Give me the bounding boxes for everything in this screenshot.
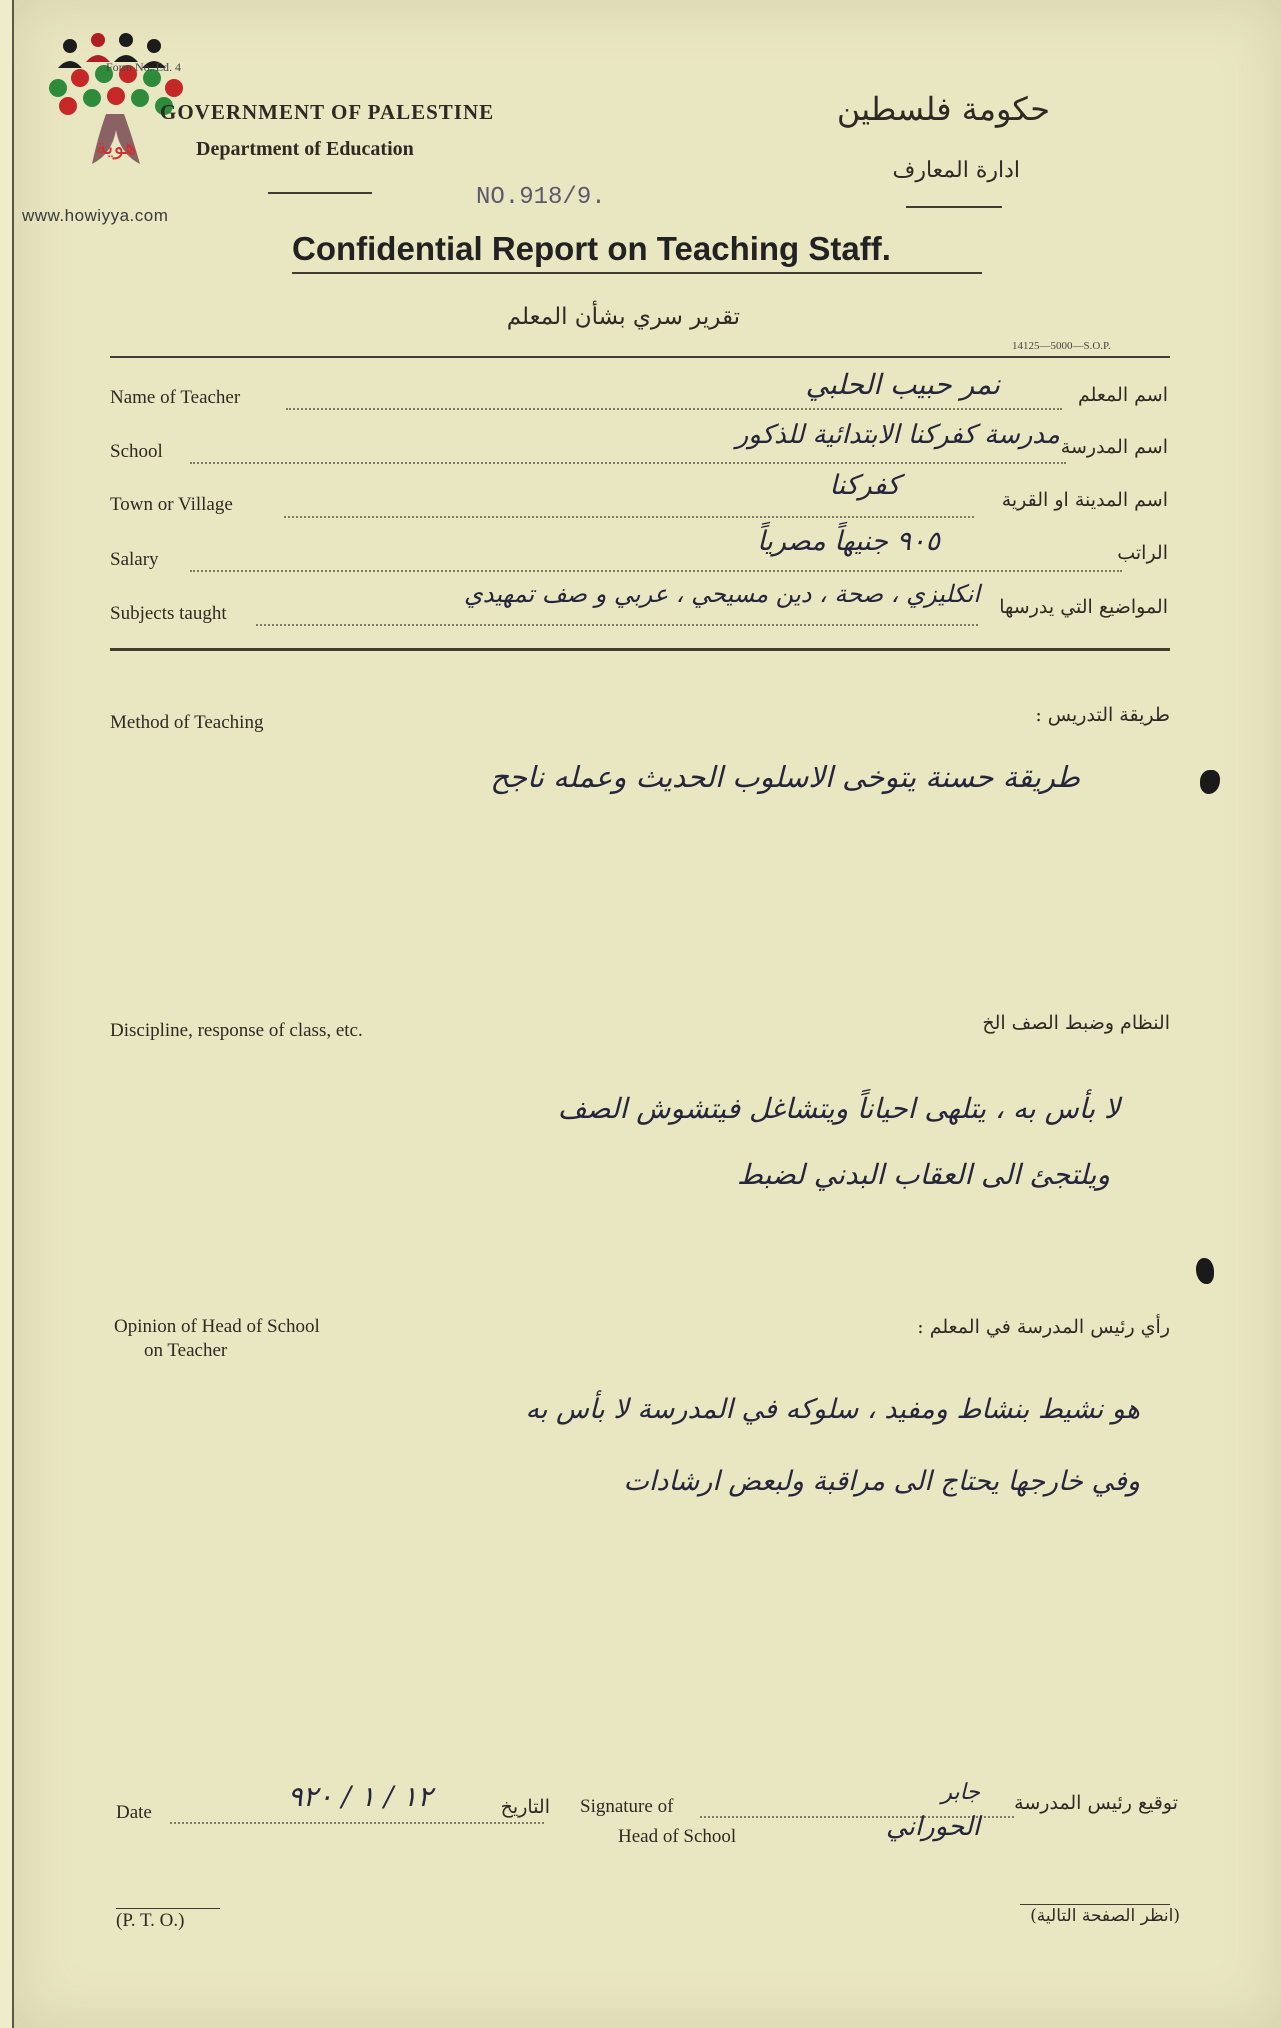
- field-label-ar-subjects: المواضيع التي يدرسها: [999, 596, 1168, 618]
- government-title-en: GOVERNMENT OF PALESTINE: [160, 100, 495, 124]
- pto-en-rule: [116, 1908, 220, 1909]
- government-title-ar: حكومة فلسطين: [836, 90, 1050, 128]
- svg-text:هوية: هوية: [95, 135, 137, 160]
- date-label-ar: التاريخ: [500, 1796, 550, 1818]
- print-code: 14125—5000—S.O.P.: [1012, 340, 1111, 352]
- method-label-en: Method of Teaching: [110, 712, 264, 733]
- form-reference: Form No. Ed. 4: [106, 60, 181, 74]
- header-rule-right: [906, 206, 1002, 208]
- discipline-comment-line-1: لا بأس به ، يتلهى احياناً ويتشاغل فيتشوش الصف: [557, 1092, 1120, 1125]
- field-line: [286, 408, 1062, 410]
- pto-ar-rule: [1020, 1904, 1170, 1905]
- field-value-salary: ٩٠٥ جنيهاً مصرياً: [757, 526, 940, 557]
- signature-label-en-line-1: Signature of: [580, 1796, 674, 1817]
- date-value: ١٢ / ١ / ٩٢٠: [287, 1780, 433, 1813]
- field-label-en-town: Town or Village: [110, 494, 233, 515]
- field-label-en-subjects: Subjects taught: [110, 603, 227, 624]
- field-value-teacher-name: نمر حبيب الحلبي: [805, 368, 1000, 401]
- field-label-ar-town: اسم المدينة او القرية: [1001, 489, 1168, 511]
- opinion-label-en-line-2: on Teacher: [144, 1340, 228, 1361]
- discipline-label-ar: النظام وضبط الصف الخ: [982, 1012, 1170, 1034]
- watermark-url: www.howiyya.com: [22, 206, 169, 225]
- report-title-ar: تقرير سري بشأن المعلم: [506, 304, 740, 330]
- field-value-town: كفركنا: [829, 470, 900, 501]
- header-rule-left: [268, 192, 372, 194]
- field-label-ar-teacher-name: اسم المعلم: [1077, 384, 1168, 406]
- field-value-school: مدرسة كفركنا الابتدائية للذكور: [735, 420, 1060, 450]
- opinion-comment-line-1: هو نشيط بنشاط ومفيد ، سلوكه في المدرسة لا بأس به: [525, 1394, 1140, 1425]
- pto-en: (P. T. O.): [116, 1910, 185, 1931]
- opinion-label-ar: رأي رئيس المدرسة في المعلم :: [917, 1316, 1170, 1338]
- discipline-label-en: Discipline, response of class, etc.: [110, 1020, 363, 1041]
- field-label-en-teacher-name: Name of Teacher: [110, 387, 241, 408]
- document-number: NO.918/9.: [476, 184, 606, 211]
- field-label-ar-salary: الراتب: [1117, 542, 1168, 564]
- opinion-comment-line-2: وفي خارجها يحتاج الى مراقبة ولبعض ارشادات: [623, 1466, 1140, 1497]
- opinion-label-en-line-1: Opinion of Head of School: [114, 1316, 320, 1337]
- department-title-en: Department of Education: [196, 138, 414, 160]
- field-value-subjects: انكليزي ، صحة ، دين مسيحي ، عربي و صف تمهيدي: [463, 580, 980, 608]
- signature-label-en-line-2: Head of School: [618, 1826, 737, 1847]
- method-label-ar: طريقة التدريس :: [1035, 704, 1170, 726]
- signature-line-2: الحوراني: [885, 1812, 980, 1842]
- ink-blot: [1196, 1258, 1214, 1284]
- field-line: [284, 516, 974, 518]
- fields-bottom-rule: [110, 648, 1170, 651]
- field-line: [256, 624, 978, 626]
- report-title-en: Confidential Report on Teaching Staff.: [292, 230, 891, 267]
- howiyya-logo: [28, 26, 218, 226]
- discipline-comment-line-2: ويلتجئ الى العقاب البدني لضبط: [737, 1158, 1110, 1191]
- field-label-ar-school: اسم المدرسة: [1060, 436, 1168, 458]
- pto-ar: (انظر الصفحة التالية): [1030, 1906, 1180, 1926]
- field-label-en-salary: Salary: [110, 549, 159, 570]
- method-comment: طريقة حسنة يتوخى الاسلوب الحديث وعمله ناجح: [490, 760, 1080, 794]
- signature-label-ar: توقيع رئيس المدرسة: [1014, 1792, 1178, 1814]
- date-line: [170, 1822, 544, 1824]
- fields-top-rule: [110, 356, 1170, 358]
- title-underline: [292, 272, 982, 274]
- date-label-en: Date: [116, 1802, 152, 1823]
- field-line: [190, 462, 1066, 464]
- department-title-ar: ادارة المعارف: [892, 158, 1020, 183]
- field-label-en-school: School: [110, 441, 163, 462]
- field-line: [190, 570, 1122, 572]
- signature-line-1: جابر: [941, 1780, 980, 1805]
